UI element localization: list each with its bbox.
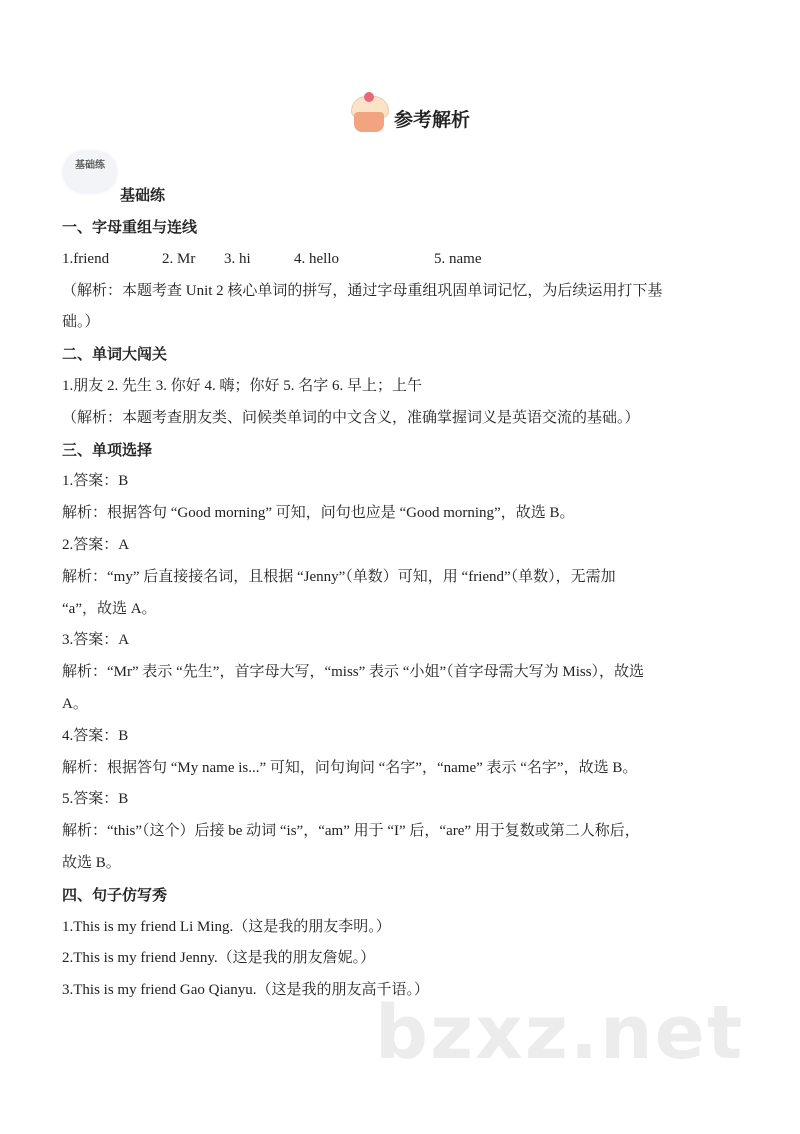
answer-content <box>62 212 742 1007</box>
text-line: 5.答案：B <box>62 791 129 808</box>
text-line: A。 <box>62 695 88 712</box>
text-line: 解析：“my” 后直接接名词，且根据 “Jenny”（单数）可知，用 “friend”（单数），无需加 <box>62 568 616 585</box>
text-line: 故选 B。 <box>62 854 121 871</box>
text-line: 解析：根据答句 “Good morning” 可知，问句也应是 “Good morning”，故选 B。 <box>62 505 575 522</box>
text-line: 2.答案：A <box>62 536 130 553</box>
text-line: 解析：根据答句 “My name is...” 可知，问句询问 “名字”，“name” 表示 “名字”，故选 B。 <box>62 759 638 776</box>
watermark: bzxz.net <box>375 990 745 1076</box>
text-line: 1.朋友 2. 先生 3. 你好 4. 嗨；你好 5. 名字 6. 早上；上午 <box>62 377 423 394</box>
explanation-line: （解析：本题考查 Unit 2 核心单词的拼写，通过字母重组巩固单词记忆，为后续运用打下基 <box>62 282 663 299</box>
text-line: 3.This is my friend Gao Qianyu.（这是我的朋友高千语。） <box>62 982 430 999</box>
page-title: 参考解析 <box>348 92 470 134</box>
section-label: 基础练 <box>120 186 166 204</box>
section-heading: 三、单项选择 <box>62 440 153 459</box>
text-line: “a”，故选 A。 <box>62 600 157 617</box>
cloud-badge-icon: 基础练 <box>64 152 116 192</box>
text-line: 3.答案：A <box>62 632 130 649</box>
section-heading: 一、字母重组与连线 <box>62 218 198 236</box>
explanation-line: 础。） <box>62 314 100 331</box>
text-line: 4.答案：B <box>62 727 129 744</box>
text-line: 解析：“this”（这个）后接 be 动词 “is”，“am” 用于 “I” 后，“are” 用于复数或第二人称后， <box>62 823 640 840</box>
section-heading: 四、句子仿写秀 <box>62 885 168 904</box>
text-line: 1.答案：B <box>62 473 129 490</box>
text-line: 2.This is my friend Jenny.（这是我的朋友詹妮。） <box>62 950 376 967</box>
text-line: （解析：本题考查朋友类、问候类单词的中文含义，准确掌握词义是英语交流的基础。） <box>62 409 640 426</box>
text-line: 1.This is my friend Li Ming.（这是我的朋友李明。） <box>62 918 391 935</box>
section-heading: 二、单词大闯关 <box>62 345 168 364</box>
answer-row: 1.friend 2. Mr 3. hi 4. hello 5. name <box>62 250 482 267</box>
text-line: 解析：“Mr” 表示 “先生”，首字母大写，“miss” 表示 “小姐”（首字母需大写为 Miss），故选 <box>62 664 645 681</box>
cupcake-icon <box>348 92 390 134</box>
